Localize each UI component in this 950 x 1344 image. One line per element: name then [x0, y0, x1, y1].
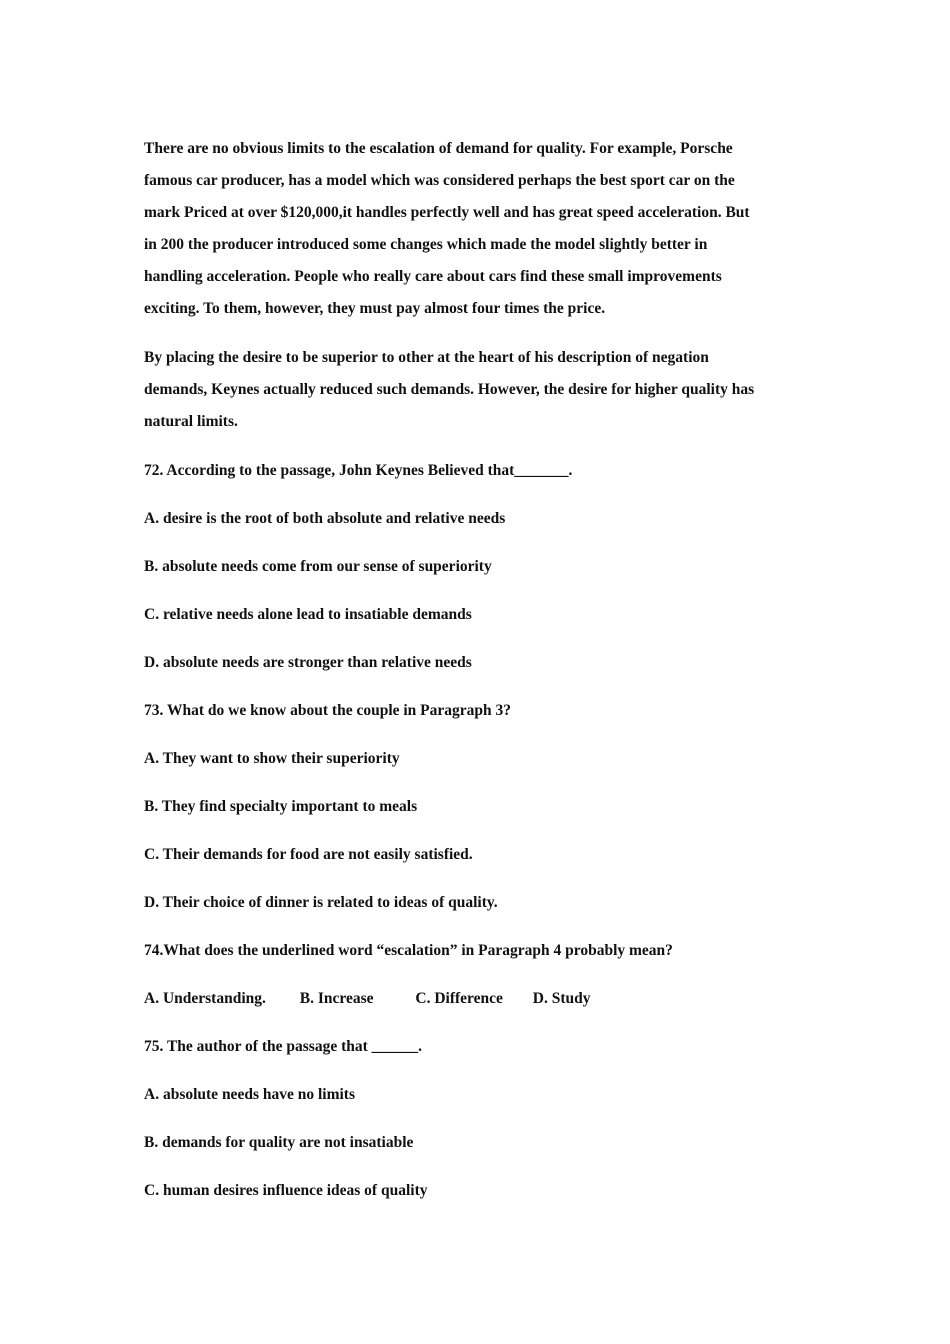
- q74-options-row: [144, 983, 814, 1015]
- q75-option-b: B. demands for quality are not insatiable: [144, 1134, 414, 1151]
- question-75: 75. The author of the passage that ______.: [144, 1038, 423, 1055]
- question-74: 74.What does the underlined word “escalation” in Paragraph 4 probably mean?: [144, 942, 673, 959]
- text-line: famous car producer, has a model which was considered perhaps the best sport car on the: [144, 172, 735, 189]
- q75-option-a: A. absolute needs have no limits: [144, 1086, 355, 1103]
- q74-option-a: A. Understanding.: [144, 990, 266, 1007]
- q72-option-b: B. absolute needs come from our sense of superiority: [144, 558, 492, 575]
- text-line: demands, Keynes actually reduced such demands. However, the desire for higher quality has: [144, 381, 755, 398]
- q74-option-d: D. Study: [532, 990, 591, 1007]
- document-page: [144, 133, 814, 1223]
- text-line: handling acceleration. People who really care about cars find these small improvements: [144, 268, 722, 285]
- q75-option-c: C. human desires influence ideas of quality: [144, 1182, 428, 1199]
- q72-option-d: D. absolute needs are stronger than relative needs: [144, 654, 472, 671]
- text-line: There are no obvious limits to the escalation of demand for quality. For example, Porsche: [144, 140, 733, 157]
- q74-option-c: C. Difference: [415, 990, 503, 1007]
- question-72: 72. According to the passage, John Keynes Believed that_______.: [144, 462, 573, 479]
- text-line: By placing the desire to be superior to other at the heart of his description of negation: [144, 349, 709, 366]
- text-line: natural limits.: [144, 413, 238, 430]
- q73-option-b: B. They find specialty important to meals: [144, 798, 418, 815]
- q72-option-c: C. relative needs alone lead to insatiable demands: [144, 606, 472, 623]
- q72-option-a: A. desire is the root of both absolute and relative needs: [144, 510, 506, 527]
- q74-option-b: B. Increase: [299, 990, 374, 1007]
- text-line: in 200 the producer introduced some changes which made the model slightly better in: [144, 236, 708, 253]
- question-73: 73. What do we know about the couple in Paragraph 3?: [144, 702, 512, 719]
- q73-option-a: A. They want to show their superiority: [144, 750, 400, 767]
- text-line: mark Priced at over $120,000,it handles perfectly well and has great speed acceleration. But: [144, 204, 750, 221]
- text-line: exciting. To them, however, they must pay almost four times the price.: [144, 300, 606, 317]
- passage-paragraph-1: [144, 133, 814, 325]
- q73-option-d: D. Their choice of dinner is related to ideas of quality.: [144, 894, 498, 911]
- q73-option-c: C. Their demands for food are not easily satisfied.: [144, 846, 473, 863]
- passage-paragraph-2: [144, 342, 814, 438]
